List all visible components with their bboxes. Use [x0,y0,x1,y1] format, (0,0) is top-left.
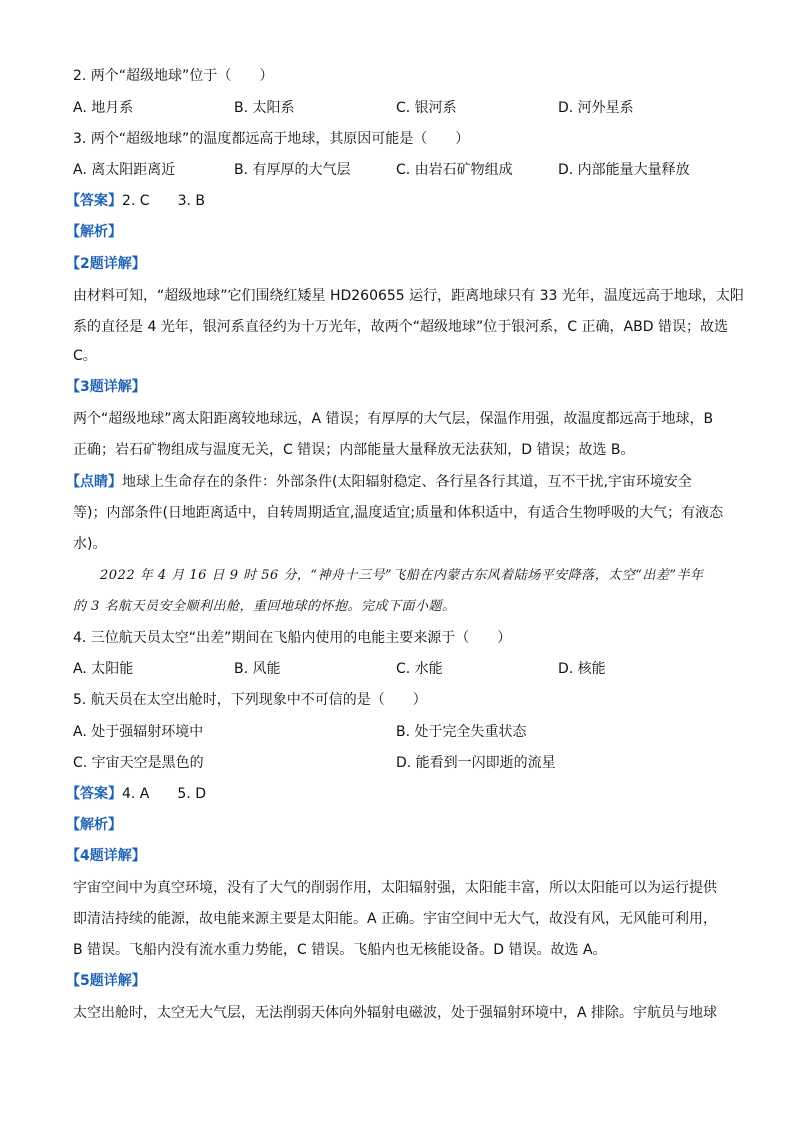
material-text-line: 2022 年 4 月 16 日 9 时 56 分，“神舟十三号”飞船在内蒙古东风着陆场平安降落，太空“出差”半年 [100,568,704,583]
question-5-option-c: C. 宇宙天空是黑色的 [73,755,204,771]
question-5-option-b: B. 处于完全失重状态 [396,724,527,740]
analysis-heading: 【解析】 [66,224,122,240]
detail-2-text-line: C。 [73,348,97,364]
question-3-stem: 3. 两个“超级地球”的温度都远高于地球，其原因可能是（ ） [73,131,470,147]
answer-text: 4. A 5. D [122,786,206,802]
question-2-option-b: B. 太阳系 [234,100,295,116]
question-2-stem: 2. 两个“超级地球”位于（ ） [73,68,274,84]
tip-text-line: 等)；内部条件(日地距离适中，自转周期适宜,温度适宜;质量和体积适中，有适合生物呼吸的大气；有液态 [73,505,724,521]
detail-5-heading: 【5题详解】 [66,973,146,989]
question-5-option-d: D. 能看到一闪即逝的流星 [396,755,556,771]
detail-2-text-line: 系的直径是 4 光年，银河系直径约为十万光年，故两个“超级地球”位于银河系，C 正确，ABD 错误；故选 [73,319,728,335]
question-4-option-c: C. 水能 [396,661,443,677]
tip-text: 地球上生命存在的条件：外部条件(太阳辐射稳定、各行星各行其道，互不干扰,宇宙环境安全 [122,474,692,490]
detail-4-heading: 【4题详解】 [66,848,146,864]
detail-4-text-line: B 错误。飞船内没有流水重力势能，C 错误。飞船内也无核能设备。D 错误。故选 A。 [73,942,607,958]
question-3-option-c: C. 由岩石矿物组成 [396,162,513,178]
answer-tag: 【答案】 [66,193,122,209]
detail-4-text-line: 宇宙空间中为真空环境，没有了大气的削弱作用，太阳辐射强，太阳能丰富，所以太阳能可以为运行提供 [73,880,717,896]
question-3-option-a: A. 离太阳距离近 [73,162,176,178]
detail-3-text-line: 正确；岩石矿物组成与温度无关，C 错误；内部能量大量释放无法获知，D 错误；故选 B。 [73,442,635,458]
tip-line [66,472,716,492]
detail-2-heading: 【2题详解】 [66,256,146,272]
question-5-option-a: A. 处于强辐射环境中 [73,724,204,740]
detail-2-text-line: 由材料可知，“超级地球”它们围绕红矮星 HD260655 运行，距离地球只有 33 光年，温度远高于地球，太阳 [73,288,744,304]
answer-tag: 【答案】 [66,786,122,802]
detail-3-heading: 【3题详解】 [66,379,146,395]
question-4-option-d: D. 核能 [558,661,606,677]
analysis-heading: 【解析】 [66,817,122,833]
answer-4-5 [66,784,716,804]
question-4-option-a: A. 太阳能 [73,661,134,677]
question-3-option-b: B. 有厚厚的大气层 [234,162,351,178]
detail-5-text-line: 太空出舱时，太空无大气层，无法削弱天体向外辐射电磁波，处于强辐射环境中，A 排除。宇航员与地球 [73,1005,718,1021]
tip-tag: 【点睛】 [66,474,122,490]
tip-text-line: 水)。 [73,536,107,552]
material-text-line: 的 3 名航天员安全顺利出舱，重回地球的怀抱。完成下面小题。 [73,599,456,614]
question-3-option-d: D. 内部能量大量释放 [558,162,690,178]
answer-text: 2. C 3. B [122,193,205,209]
question-2-option-d: D. 河外星系 [558,100,634,116]
detail-3-text-line: 两个“超级地球”离太阳距离较地球远，A 错误；有厚厚的大气层，保温作用强，故温度都远高于地球，B [73,411,714,427]
question-5-stem: 5. 航天员在太空出舱时，下列现象中不可信的是（ ） [73,692,427,708]
answer-2-3 [66,191,716,211]
detail-4-text-line: 即清洁持续的能源，故电能来源主要是太阳能。A 正确。宇宙空间中无大气，故没有风，无风能可利用， [73,911,718,927]
question-2-option-c: C. 银河系 [396,100,457,116]
question-4-option-b: B. 风能 [234,661,281,677]
question-2-option-a: A. 地月系 [73,100,134,116]
question-4-stem: 4. 三位航天员太空“出差”期间在飞船内使用的电能主要来源于（ ） [73,630,512,646]
